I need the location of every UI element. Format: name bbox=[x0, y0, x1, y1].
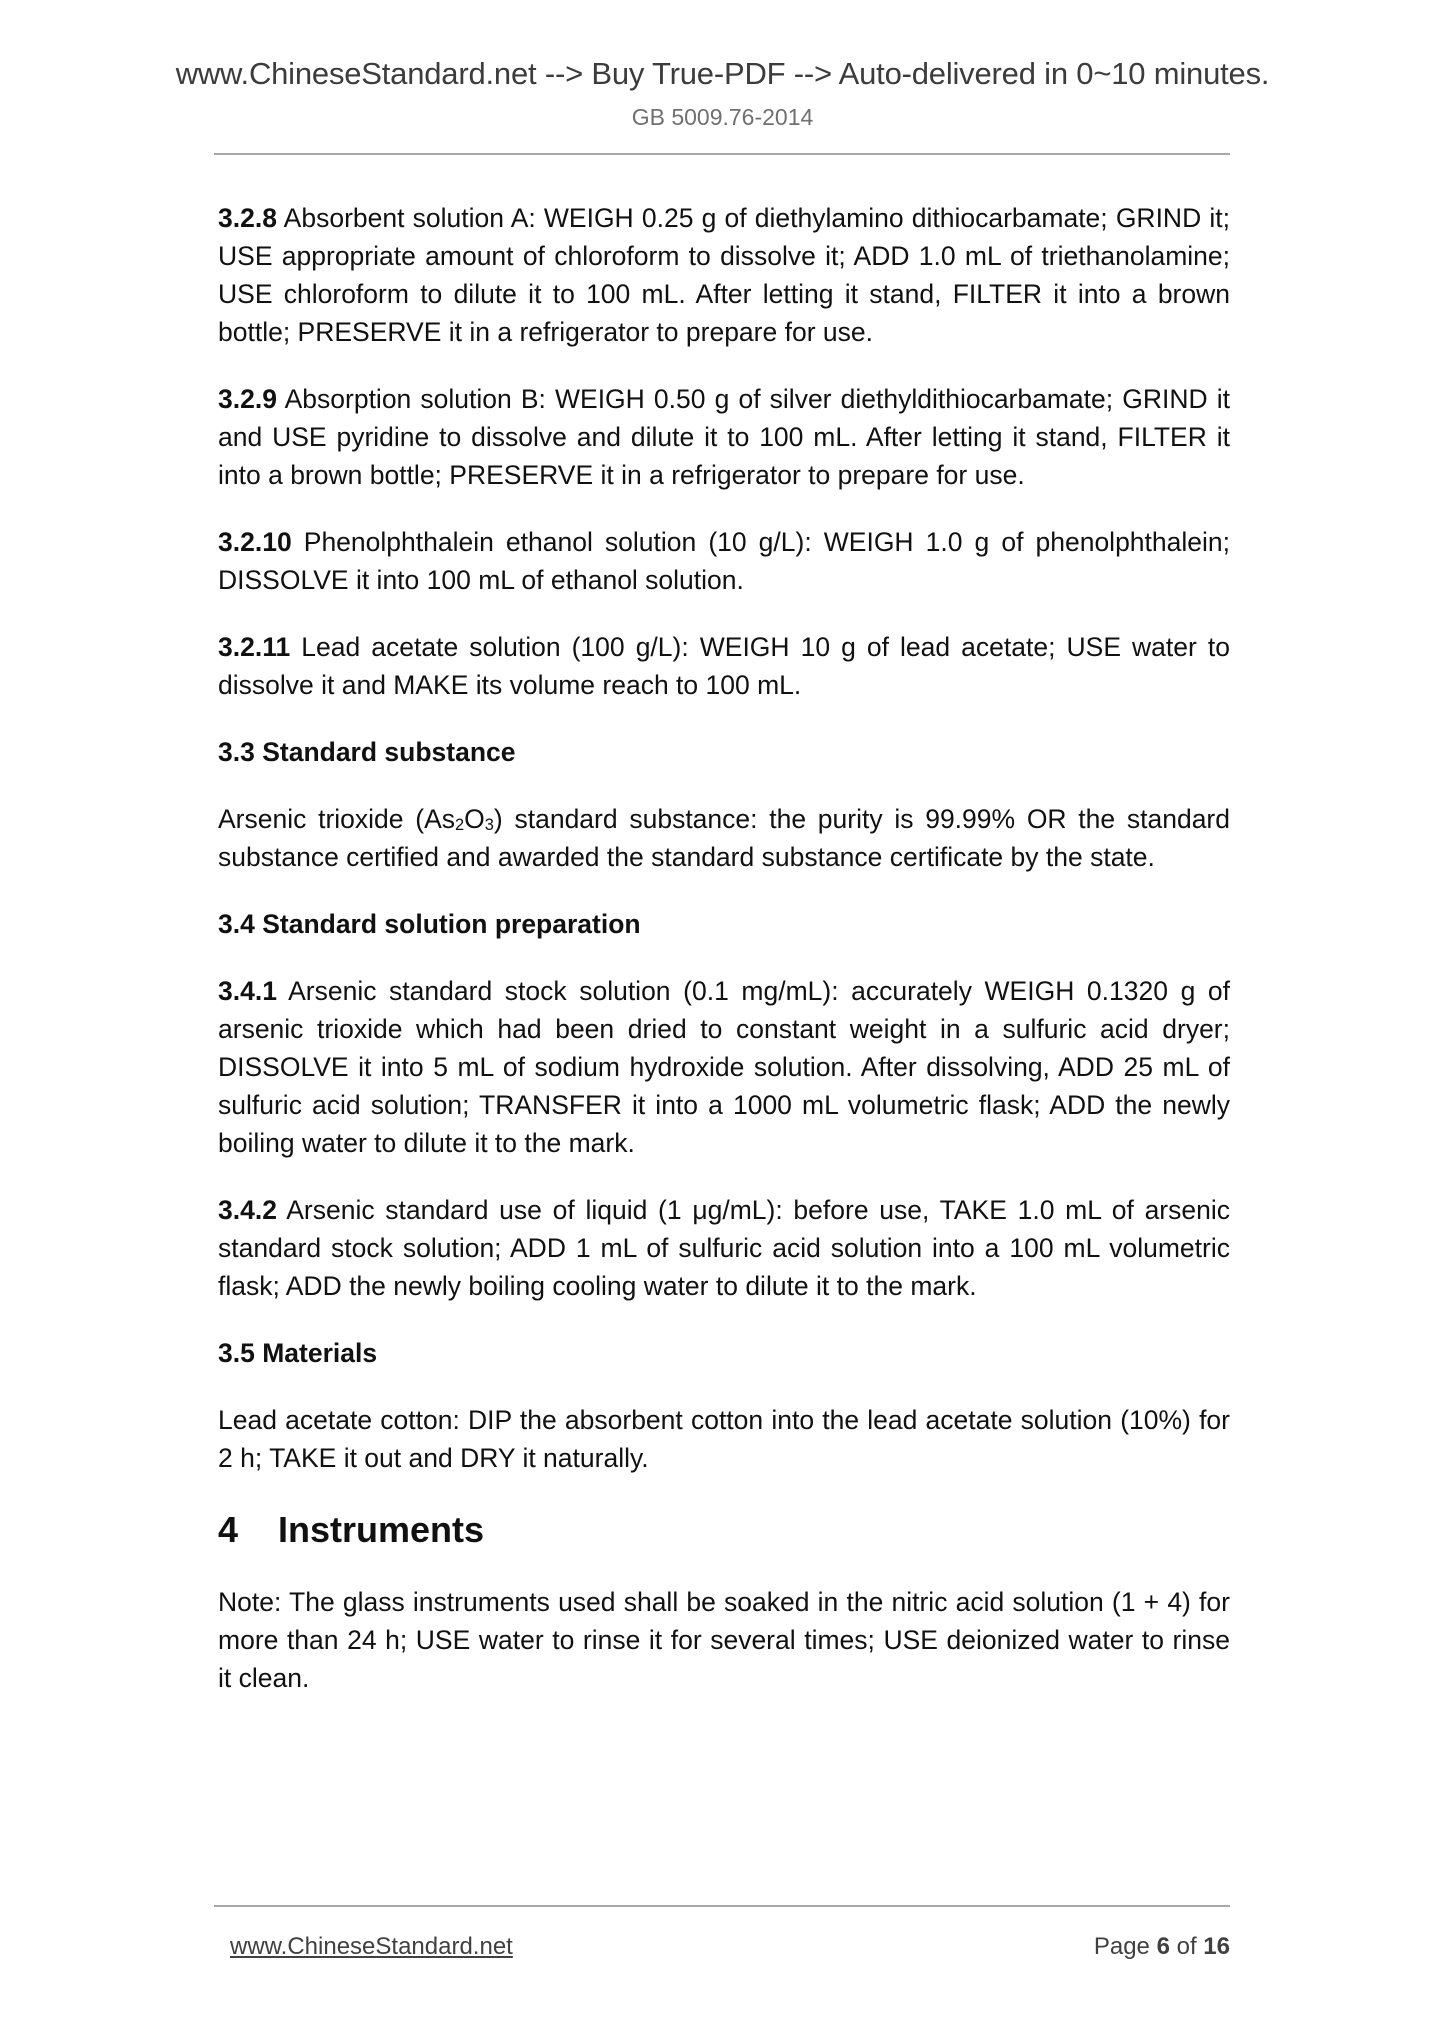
footer-divider bbox=[214, 1905, 1230, 1907]
clause-3-2-8 bbox=[218, 199, 1230, 351]
clause-3-4-1 bbox=[218, 972, 1230, 1162]
footer-website-link[interactable]: www.ChineseStandard.net bbox=[230, 1933, 513, 1960]
page-of: of bbox=[1176, 1933, 1197, 1960]
promo-banner: www.ChineseStandard.net --> Buy True-PDF --> Auto-delivered in 0~10 minutes. bbox=[175, 56, 1270, 91]
subscript: 2 bbox=[455, 816, 465, 834]
text-part: ) standard substance: the purity is 99.99% OR the standard substance certified and awarded the standard substance certificate by the state. bbox=[218, 804, 1230, 872]
clause-3-5-text: Lead acetate cotton: DIP the absorbent cotton into the lead acetate solution (10%) for 2 h; TAKE it out and DRY it naturally. bbox=[218, 1405, 1230, 1473]
text-part: Arsenic trioxide (As bbox=[218, 804, 456, 834]
text-part: O bbox=[464, 804, 485, 834]
clause-text: Lead acetate solution (100 g/L): WEIGH 10 g of lead acetate; USE water to dissolve it and MAKE its volume reach to 100 mL. bbox=[218, 632, 1230, 700]
page-prefix: Page bbox=[1093, 1933, 1150, 1960]
page-total: 16 bbox=[1203, 1933, 1230, 1960]
page-current: 6 bbox=[1156, 1933, 1170, 1960]
chapter-title: Instruments bbox=[278, 1509, 485, 1550]
chapter-heading-4 bbox=[218, 1508, 1230, 1552]
clause-number: 3.2.8 bbox=[218, 203, 277, 233]
clause-number: 3.2.9 bbox=[218, 384, 277, 414]
clause-3-3-text bbox=[218, 800, 1230, 876]
section-heading-3-5: 3.5 Materials bbox=[218, 1338, 378, 1368]
clause-3-2-11 bbox=[218, 628, 1230, 704]
chapter-number: 4 bbox=[218, 1509, 239, 1550]
clause-text: Arsenic standard stock solution (0.1 mg/mL): accurately WEIGH 0.1320 g of arsenic trioxide which had been dried to constant weight in a sulfuric acid dryer; DISSOLVE it into 5 mL of sodium hydroxide solution. After dissolving, ADD 25 mL of sulfuric acid solution; TRANSFER it into a 1000 mL volumetric flask; ADD the newly boiling water to dilute it to the mark. bbox=[218, 976, 1230, 1158]
page-indicator bbox=[1094, 1933, 1230, 1961]
clause-text: Arsenic standard use of liquid (1 μg/mL): before use, TAKE 1.0 mL of arsenic standard stock solution; ADD 1 mL of sulfuric acid solution into a 100 mL volumetric flask; ADD the newly boiling cooling water to dilute it to the mark. bbox=[218, 1195, 1230, 1301]
section-heading-3-3: 3.3 Standard substance bbox=[218, 737, 516, 767]
header-divider bbox=[214, 153, 1230, 155]
clause-number: 3.4.1 bbox=[218, 976, 277, 1006]
clause-3-4-2 bbox=[218, 1191, 1230, 1305]
clause-3-2-9 bbox=[218, 380, 1230, 494]
section-heading-3-4: 3.4 Standard solution preparation bbox=[218, 909, 641, 939]
chapter-4-note: Note: The glass instruments used shall be soaked in the nitric acid solution (1 + 4) for more than 24 h; USE water to rinse it for several times; USE deionized water to rinse it clean. bbox=[218, 1587, 1230, 1693]
clause-3-2-10 bbox=[218, 523, 1230, 599]
clause-text: Absorbent solution A: WEIGH 0.25 g of diethylamino dithiocarbamate; GRIND it; USE appropriate amount of chloroform to dissolve it; ADD 1.0 mL of triethanolamine; USE chloroform to dilute it to 100 mL. After letting it stand, FILTER it into a brown bottle; PRESERVE it in a refrigerator to prepare for use. bbox=[218, 203, 1230, 347]
clause-text: Phenolphthalein ethanol solution (10 g/L): WEIGH 1.0 g of phenolphthalein; DISSOLVE it into 100 mL of ethanol solution. bbox=[218, 527, 1230, 595]
clause-number: 3.2.11 bbox=[218, 632, 291, 662]
clause-number: 3.4.2 bbox=[218, 1195, 277, 1225]
document-body bbox=[218, 199, 1230, 1726]
document-id: GB 5009.76-2014 bbox=[631, 104, 814, 130]
clause-text: Absorption solution B: WEIGH 0.50 g of silver diethyldithiocarbamate; GRIND it and USE pyridine to dissolve and dilute it to 100 mL. After letting it stand, FILTER it into a brown bottle; PRESERVE it in a refrigerator to prepare for use. bbox=[218, 384, 1230, 490]
clause-number: 3.2.10 bbox=[218, 527, 292, 557]
subscript: 3 bbox=[484, 816, 494, 834]
